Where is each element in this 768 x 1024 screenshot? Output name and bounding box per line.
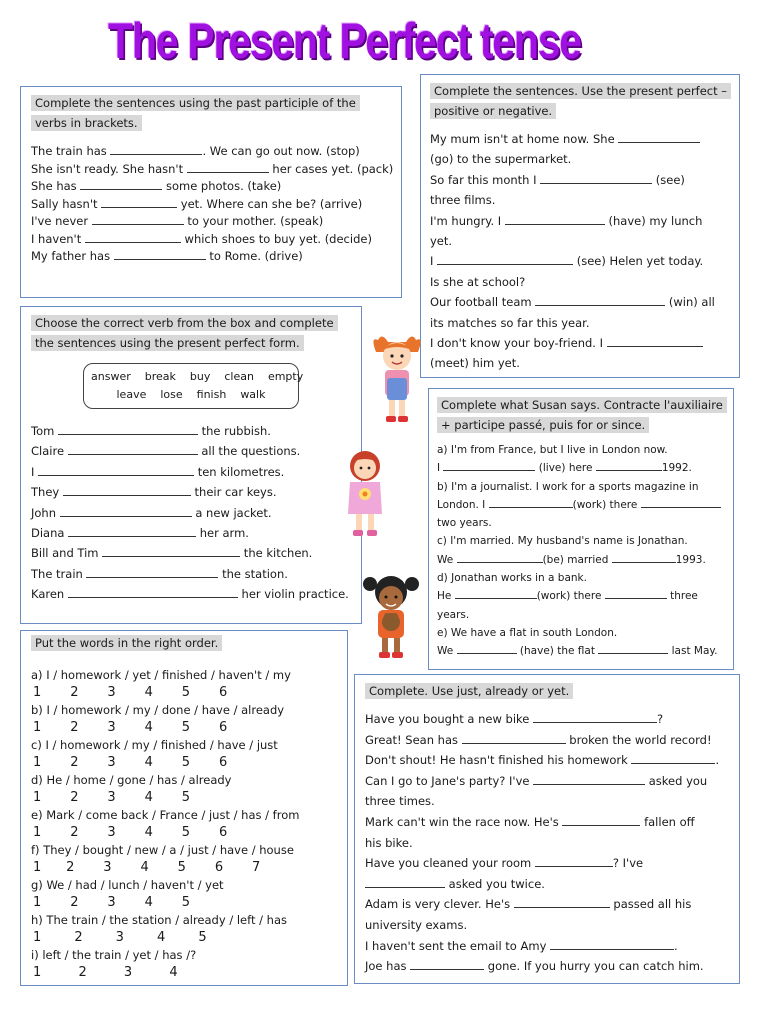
page-title: The Present Perfect tense [108,13,581,69]
answer-blank[interactable] [58,424,198,435]
answer-blank[interactable] [457,643,517,654]
sentence-line [430,170,730,190]
girl-flower-illustration [344,448,386,538]
word-number-row: 1 2 3 4 5 6 [33,825,228,840]
sentence-text: all the questions. [197,444,301,459]
sentence-text: Can I go to Jane's party? I've [365,773,534,788]
sentence-text: b) I'm a journalist. I work for a sports magazine in [437,480,699,493]
sentence-text: (meet) him yet. [430,356,520,371]
sentence-line [437,514,725,532]
answer-blank[interactable] [455,588,537,599]
sentence-text: Mark can't win the race now. He's [365,814,563,829]
answer-blank[interactable] [92,214,184,225]
word-option: answer [91,370,131,383]
sentence-text: . [674,938,678,953]
word-number-row: 1 2 3 4 5 6 [33,685,228,700]
answer-blank[interactable] [612,552,676,563]
scrambled-sentence: e) Mark / come back / France / just / has / from [31,808,300,822]
sentence-line [31,543,349,563]
sentence-line [365,812,729,833]
sentence-text: her violin practice. [237,587,349,602]
sentence-line [430,333,730,353]
sentence-text: two years. [437,517,492,530]
sentence-text: So far this month I [430,172,541,187]
sentence-text: a) I'm from France, but I live in London now. [437,444,668,456]
sentence-line [31,421,349,441]
scrambled-sentence: d) He / home / gone / has / already [31,773,232,787]
answer-blank[interactable] [618,132,700,143]
sentence-text: university exams. [365,917,468,932]
sentence-text: I [31,464,39,479]
sentence-text: three films. [430,193,496,208]
sentence-text: Karen [31,587,68,602]
sentence-text: asked you [645,773,708,788]
sentence-text: I've never [31,214,92,228]
sentence-line [430,231,730,251]
instruction: Choose the correct verb from the box and complete the sentences using the present perfect form. [31,315,338,351]
answer-blank[interactable] [641,497,721,508]
sentence-line [430,129,730,149]
sentence-text: He [437,590,455,603]
answer-blank[interactable] [102,546,240,557]
answer-blank[interactable] [457,552,543,563]
answer-blank[interactable] [505,214,605,225]
sentence-list [430,129,730,374]
sentence-text: c) I'm married. My husband's name is Jonathan. [437,535,688,548]
sentence-line [430,211,730,231]
sentence-text: Is she at school? [430,274,526,289]
sentence-text: the kitchen. [240,546,313,561]
answer-blank[interactable] [562,815,640,826]
answer-blank[interactable] [462,733,566,744]
answer-blank[interactable] [80,179,162,190]
answer-blank[interactable] [63,485,191,496]
sentence-text: three [666,590,698,603]
exercise-verb-box [20,306,362,624]
instruction: Complete the sentences using the past participle of the verbs in brackets. [31,95,360,131]
sentence-line [430,149,730,169]
sentence-text: They [31,485,63,500]
sentence-text: a new jacket. [191,505,272,520]
answer-blank[interactable] [535,856,613,867]
exercise-word-order [20,630,348,986]
sentence-line [31,196,391,214]
sentence-text: the station. [218,566,288,581]
sentence-text: She has [31,179,81,193]
answer-blank[interactable] [365,877,445,888]
sentence-text: ? [657,712,664,726]
scrambled-sentence: h) The train / the station / already / left / has [31,913,287,927]
word-option: leave [116,388,147,401]
sentence-line [365,956,729,977]
scrambled-sentence: f) They / bought / new / a / just / have / house [31,843,294,857]
scrambled-sentence: g) We / had / lunch / haven't / yet [31,878,224,892]
exercise-past-participle [20,86,402,298]
answer-blank[interactable] [443,460,535,471]
sentence-text: . We can go out now. (stop) [202,144,360,158]
sentence-text: Tom [31,424,58,438]
answer-blank[interactable] [596,460,662,471]
sentence-text: Have you bought a new bike [365,712,533,726]
sentence-line [31,564,349,584]
sentence-line [31,161,394,179]
word-number-row: 1 2 3 4 5 [33,895,191,910]
sentence-line [437,551,725,569]
word-option: lose [160,388,183,401]
sentence-line [31,584,349,604]
sentence-text: ? I've [612,856,644,871]
sentence-text: John [31,505,60,520]
sentence-line [437,532,725,550]
sentence-text: 1993. [675,553,706,566]
sentence-text: yet. [430,234,453,249]
sentence-line [365,936,729,957]
sentence-text: 1992. [661,462,692,475]
answer-blank[interactable] [533,712,657,723]
word-number-row: 1 2 3 4 5 6 7 [33,860,261,875]
sentence-text: Bill and Tim [31,546,103,561]
answer-blank[interactable] [607,336,703,347]
answer-blank[interactable] [514,897,610,908]
sentence-text: Great! Sean has [365,732,462,747]
answer-blank[interactable] [85,232,181,243]
answer-blank[interactable] [86,567,218,578]
answer-blank[interactable] [489,497,573,508]
sentence-line [31,482,349,502]
sentence-text: passed all his [609,897,692,912]
answer-blank[interactable] [605,588,667,599]
answer-blank[interactable] [437,254,573,265]
sentence-text: We [437,645,457,658]
sentence-list [365,709,729,977]
word-number-row: 1 2 3 4 5 6 [33,720,228,735]
sentence-text: gone. If you hurry you can catch him. [484,959,704,974]
answer-blank[interactable] [60,506,192,517]
scrambled-sentence: a) I / homework / yet / finished / haven't / my [31,668,291,682]
answer-blank[interactable] [410,959,484,970]
sentence-text: London. I [437,498,489,511]
word-box [83,363,304,409]
instruction: Complete. Use just, already or yet. [365,683,573,699]
answer-blank[interactable] [38,465,194,476]
sentence-text: the rubbish. [197,424,271,438]
sentence-line [365,771,729,792]
exercise-just-already-yet [354,674,740,984]
sentence-list [437,441,725,661]
exercise-positive-negative [420,74,740,378]
sentence-text: We [437,553,457,566]
sentence-line [365,853,729,874]
word-number-row: 1 2 3 4 5 [33,790,191,805]
answer-blank[interactable] [598,643,668,654]
answer-blank[interactable] [631,753,715,764]
sentence-text: The train has [31,144,111,158]
sentence-text: e) We have a flat in south London. [437,626,618,639]
sentence-text: last May. [668,645,718,658]
answer-blank[interactable] [535,295,665,306]
sentence-text: Claire [31,444,68,459]
word-row [84,368,304,386]
word-number-row: 1 2 3 4 [33,965,178,980]
word-option: clean [224,370,254,383]
sentence-text: Have you cleaned your room [365,856,535,871]
answer-blank[interactable] [68,526,196,537]
sentence-text: his bike. [365,835,413,850]
sentence-line [31,523,349,543]
exercise-susan [428,388,734,670]
sentence-line [365,833,729,854]
sentence-text: My father has [31,249,114,263]
sentence-text: years. [437,608,470,621]
sentence-text: (have) my lunch [604,213,703,228]
sentence-line [365,915,729,936]
sentence-text: (see) Helen yet today. [573,254,704,269]
sentence-text: which shoes to buy yet. (decide) [180,231,372,246]
sentence-text: to your mother. (speak) [183,214,324,228]
sentence-line [31,178,391,196]
sentence-text: her cases yet. (pack) [268,161,394,176]
sentence-line [430,292,730,312]
sentence-text: (win) all [665,295,715,310]
sentence-text: (be) married [542,553,612,566]
word-option: break [144,370,176,383]
answer-blank[interactable] [68,587,238,598]
word-option: empty [267,370,304,383]
sentence-line [365,894,729,915]
sentence-text: I don't know your boy-friend. I [430,336,607,351]
sentence-text: yet. Where can she be? (arrive) [177,196,363,211]
sentence-line [430,251,730,271]
word-number-row: 1 2 3 4 5 [33,930,207,945]
sentence-line [31,213,391,231]
sentence-list [31,143,394,266]
sentence-line [31,503,349,523]
sentence-text: (see) [652,172,685,187]
sentence-text: I [437,462,444,475]
instruction: Put the words in the right order. [31,635,222,651]
word-row [84,386,298,404]
sentence-text: Our football team [430,295,536,310]
sentence-line [437,441,725,459]
scrambled-sentence: i) left / the train / yet / has /? [31,948,197,962]
sentence-text: Don't shout! He hasn't finished his homework [365,753,632,768]
sentence-line [31,441,349,461]
sentence-text: I haven't sent the email to Amy [365,938,551,953]
sentence-text: (have) the flat [516,645,599,658]
sentence-line [31,248,391,266]
word-number-row: 1 2 3 4 5 6 [33,755,228,770]
sentence-text: (go) to the supermarket. [430,152,572,167]
word-option: walk [240,388,266,401]
answer-blank[interactable] [110,144,202,155]
sentence-line [437,459,725,477]
sentence-text: Sally hasn't [31,196,102,211]
sentence-line [365,750,729,771]
sentence-text: ten kilometres. [194,464,285,479]
instruction: Complete the sentences. Use the present perfect – positive or negative. [430,83,731,119]
sentence-line [437,587,725,605]
sentence-text: to Rome. (drive) [205,249,303,263]
sentence-text: asked you twice. [445,876,545,891]
sentence-list [31,421,349,605]
sentence-text: its matches so far this year. [430,315,590,330]
sentence-text: I [430,254,438,269]
sentence-line [430,272,730,292]
sentence-text: (work) there [536,590,605,603]
sentence-text: Adam is very clever. He's [365,897,514,912]
sentence-line [430,353,730,373]
sentence-line [437,569,725,587]
sentence-line [365,730,729,751]
answer-blank[interactable] [550,939,674,950]
sentence-text: I'm hungry. I [430,213,505,228]
sentence-text: (work) there [572,498,641,511]
sentence-text: . [715,753,720,768]
sentence-line [437,478,725,496]
sentence-text: Joe has [365,959,411,974]
answer-blank[interactable] [187,162,269,173]
sentence-line [437,496,725,514]
sentence-text: her arm. [196,526,249,541]
answer-blank[interactable] [533,774,645,785]
girl-teddy-bear-illustration [360,570,422,662]
sentence-line [31,143,391,161]
sentence-text: I haven't [31,231,85,246]
instruction: Complete what Susan says. Contracte l'auxiliaire + participe passé, puis for or since. [437,397,727,433]
sentence-line [365,709,729,730]
sentence-line [365,874,729,895]
sentence-text: their car keys. [190,485,277,500]
scrambled-sentence: c) I / homework / my / finished / have / just [31,738,278,752]
sentence-text: (live) here [535,462,596,475]
sentence-text: The train [31,566,87,581]
sentence-line [365,791,729,812]
sentence-text: three times. [365,794,435,809]
answer-blank[interactable] [101,197,177,208]
answer-blank[interactable] [114,249,206,260]
girl-red-hair-illustration [368,330,426,426]
word-order-list [31,667,337,982]
sentence-text: d) Jonathan works in a bank. [437,572,587,585]
sentence-line [437,606,725,624]
sentence-line [437,642,725,660]
sentence-line [31,231,391,249]
scrambled-sentence: b) I / homework / my / done / have / already [31,703,285,717]
answer-blank[interactable] [540,173,652,184]
sentence-text: She isn't ready. She hasn't [31,161,187,176]
sentence-text: Diana [31,526,69,541]
sentence-line [430,190,730,210]
sentence-line [430,313,730,333]
answer-blank[interactable] [68,444,198,455]
sentence-text: fallen off [640,814,695,829]
sentence-line [31,462,349,482]
sentence-text: My mum isn't at home now. She [430,132,619,146]
sentence-text: broken the world record! [565,732,712,747]
word-option: finish [196,388,227,401]
sentence-text: some photos. (take) [162,179,282,193]
word-option: buy [189,370,211,383]
sentence-line [437,624,725,642]
